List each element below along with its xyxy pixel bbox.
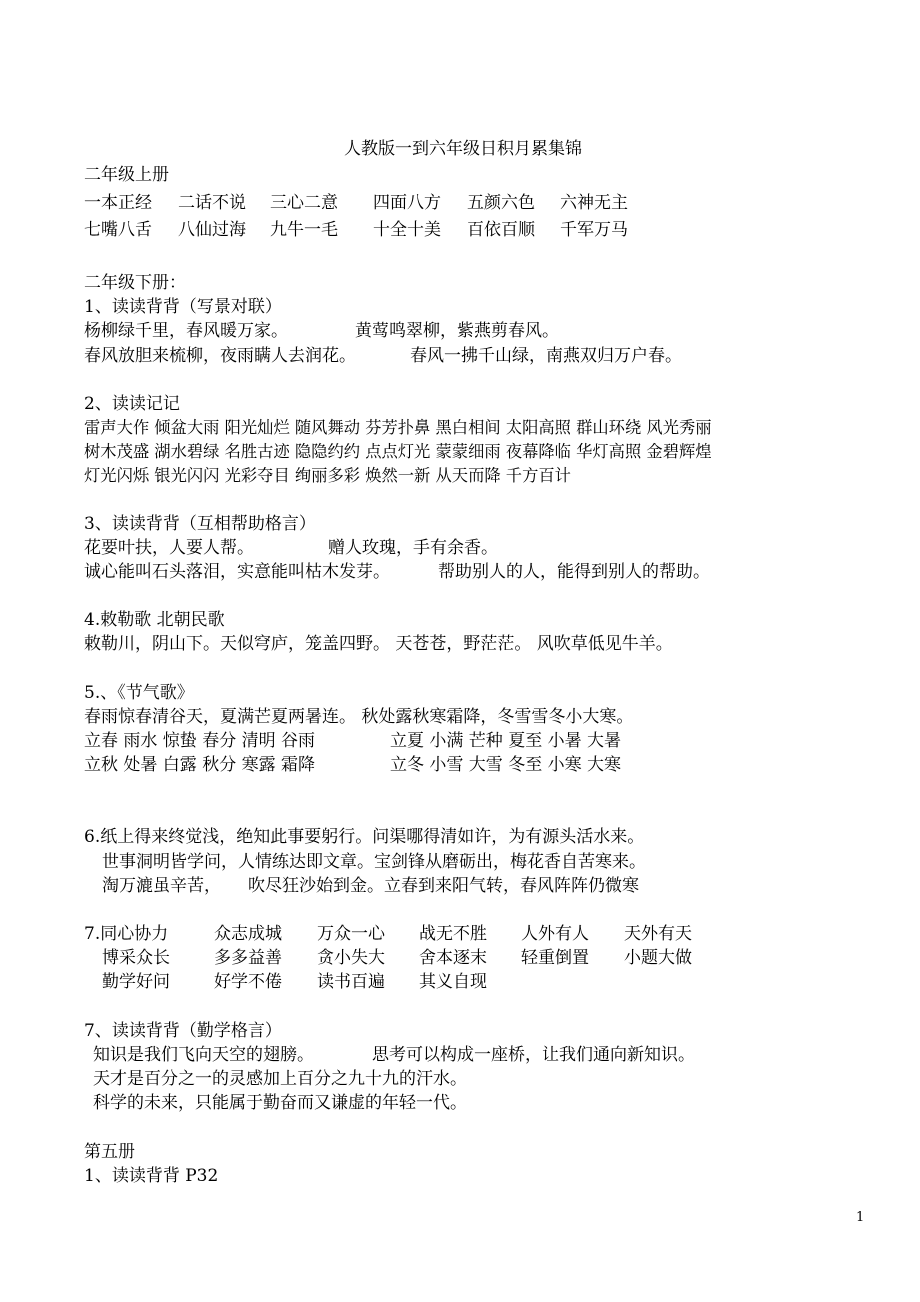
- idiom: 四面八方: [373, 193, 441, 213]
- text-line: 思考可以构成一座桥，让我们通向新知识。: [372, 1045, 695, 1065]
- text-line: 赠人玫瑰，手有余香。: [328, 538, 498, 558]
- idiom: 博采众长: [102, 948, 170, 968]
- text-line: 春雨惊春清谷天，夏满芒夏两暑连。 秋处露秋寒霜降，冬雪雪冬小大寒。: [84, 707, 634, 727]
- idiom: 天外有天: [624, 924, 692, 944]
- text-line: 雷声大作 倾盆大雨 阳光灿烂 随风舞动 芬芳扑鼻 黑白相间 太阳高照 群山环绕 风光秀丽: [84, 418, 712, 437]
- text-line: 立冬 小雪 大雪 冬至 小寒 大寒: [390, 755, 622, 775]
- idiom: 五颜六色: [467, 193, 535, 213]
- idiom: 其义自现: [419, 972, 487, 992]
- text-line: 立春 雨水 惊蛰 春分 清明 谷雨: [84, 731, 316, 751]
- text-line: 春风放胆来梳柳，夜雨瞒人去润花。: [84, 346, 356, 366]
- section-heading-grade2-vol1: 二年级上册: [84, 165, 169, 185]
- text-line: 黄莺鸣翠柳，紫燕剪春风。: [355, 321, 559, 341]
- idiom: 好学不倦: [214, 972, 282, 992]
- idiom: 八仙过海: [178, 220, 246, 240]
- text-line: 春风一拂千山绿，南燕双归万户春。: [410, 346, 682, 366]
- text-line: 6.纸上得来终觉浅，绝知此事要躬行。问渠哪得清如许，为有源头活水来。: [84, 827, 645, 847]
- idiom: 七嘴八舌: [84, 220, 152, 240]
- subsection-title: 5.、《节气歌》: [84, 683, 194, 703]
- subsection-title: 7、读读背背（勤学格言）: [84, 1021, 282, 1041]
- idiom: 贪小失大: [317, 948, 385, 968]
- text-line: 知识是我们飞向天空的翅膀。: [93, 1045, 314, 1065]
- idiom: 众志成城: [214, 924, 282, 944]
- page-number: 1: [856, 1210, 865, 1225]
- section-heading-grade2-vol2: 二年级下册：: [84, 273, 186, 293]
- text-line: 树木茂盛 湖水碧绿 名胜古迹 隐隐约约 点点灯光 蒙蒙细雨 夜幕降临 华灯高照 金碧辉煌: [84, 442, 712, 461]
- document-title: 人教版一到六年级日积月累集锦: [344, 139, 582, 159]
- idiom: 千军万马: [560, 220, 628, 240]
- idiom: 人外有人: [521, 924, 589, 944]
- section-heading-book5: 第五册: [84, 1142, 135, 1162]
- text-line: 杨柳绿千里，春风暖万家。: [84, 321, 288, 341]
- idiom: 轻重倒置: [521, 948, 589, 968]
- text-line: 立秋 处暑 白露 秋分 寒露 霜降: [84, 755, 316, 775]
- text-line: 世事洞明皆学问，人情练达即文章。宝剑锋从磨砺出，梅花香自苦寒来。: [102, 852, 646, 872]
- idiom: 舍本逐末: [419, 948, 487, 968]
- idiom: 小题大做: [624, 948, 692, 968]
- text-line: 帮助别人的人，能得到别人的帮助。: [438, 562, 710, 582]
- text-line: 诚心能叫石头落泪，实意能叫枯木发芽。: [84, 562, 390, 582]
- idiom: 读书百遍: [317, 972, 385, 992]
- idiom: 多多益善: [214, 948, 282, 968]
- idiom: 六神无主: [560, 193, 628, 213]
- idiom: 十全十美: [373, 220, 441, 240]
- text-line: 淘万漉虽辛苦，: [102, 876, 221, 896]
- subsection-title: 1、读读背背 P32: [84, 1166, 219, 1186]
- idiom: 九牛一毛: [270, 220, 338, 240]
- text-line: 灯光闪烁 银光闪闪 光彩夺目 绚丽多彩 焕然一新 从天而降 千方百计: [84, 466, 571, 485]
- text-line: 吹尽狂沙始到金。立春到来阳气转，春风阵阵仍微寒: [248, 876, 639, 896]
- text-line: 敕勒川，阴山下。天似穹庐，笼盖四野。 天苍苍，野茫茫。 风吹草低见牛羊。: [84, 634, 673, 654]
- text-line: 天才是百分之一的灵感加上百分之九十九的汗水。: [93, 1069, 467, 1089]
- idiom: 三心二意: [270, 193, 338, 213]
- idiom: 一本正经: [84, 193, 152, 213]
- text-line: 花要叶扶，人要人帮。: [84, 538, 254, 558]
- text-line: 科学的未来，只能属于勤奋而又谦虚的年轻一代。: [93, 1093, 467, 1113]
- subsection-title: 4.敕勒歌 北朝民歌: [84, 610, 225, 630]
- idiom: 7.同心协力: [84, 924, 169, 944]
- idiom: 万众一心: [317, 924, 385, 944]
- text-line: 立夏 小满 芒种 夏至 小暑 大暑: [390, 731, 622, 751]
- subsection-title: 1、读读背背（写景对联）: [84, 297, 282, 317]
- idiom: 二话不说: [178, 193, 246, 213]
- idiom: 勤学好问: [102, 972, 170, 992]
- idiom: 战无不胜: [419, 924, 487, 944]
- idiom: 百依百顺: [467, 220, 535, 240]
- subsection-title: 3、读读背背（互相帮助格言）: [84, 514, 316, 534]
- subsection-title: 2、读读记记: [84, 394, 180, 414]
